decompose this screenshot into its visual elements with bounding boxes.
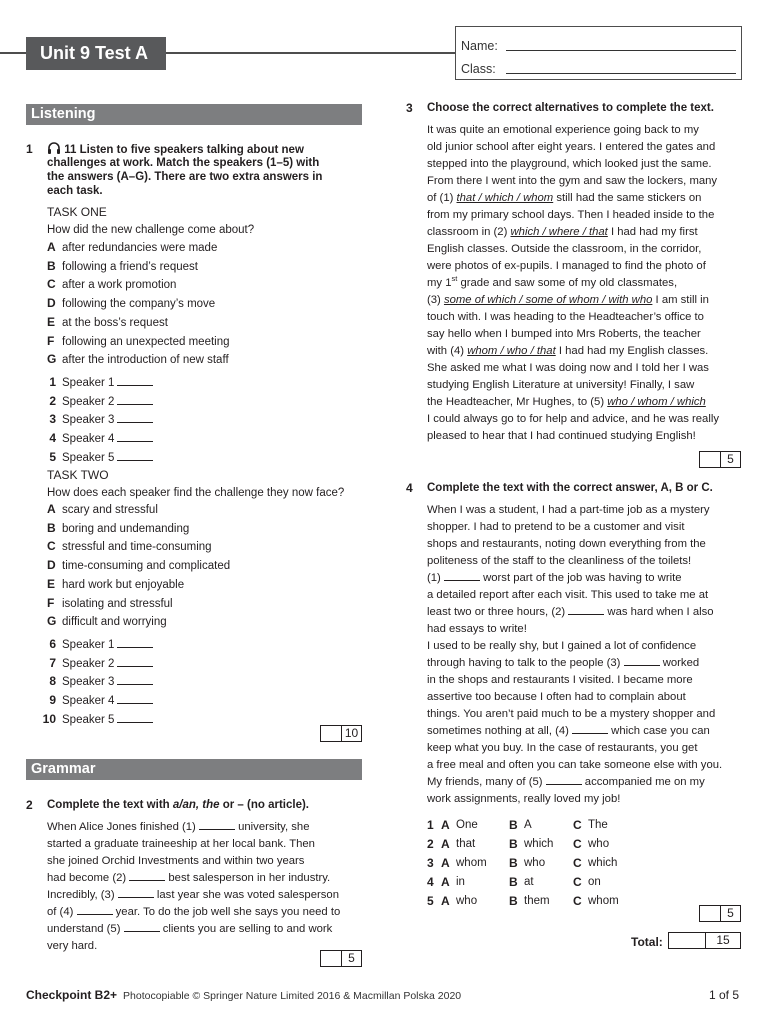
text-line — [427, 604, 722, 621]
speaker-item — [41, 673, 171, 691]
footer-brand: Checkpoint B2+ — [26, 988, 118, 1002]
answer-row — [427, 855, 687, 874]
text-segment: studying English Literature at university! Finally, I saw — [427, 379, 695, 391]
text-segment: best salesperson in her industry. — [165, 872, 331, 884]
text-line — [47, 904, 340, 921]
speaker-label: Speaker 3 — [62, 414, 115, 427]
option-text: at the boss’s request — [62, 316, 168, 329]
option-item — [47, 314, 168, 332]
option-letter-b[interactable]: B — [509, 875, 518, 889]
speaker-label: Speaker 5 — [62, 451, 115, 464]
score-input[interactable] — [321, 951, 342, 966]
speaker-item — [41, 411, 171, 429]
text-line — [427, 360, 719, 377]
text-segment: things. You aren’t paid much to be a mystery shopper and — [427, 708, 716, 720]
option-letter: A — [47, 502, 56, 516]
text-segment: pleased to hear that I had continued studying English! — [427, 430, 696, 442]
question-2-text — [47, 819, 340, 955]
text-segment: It was quite an emotional experience going back to my — [427, 124, 699, 136]
text-segment: work assignments, really loved my job! — [427, 793, 621, 805]
text-segment: still had the same stickers on — [553, 192, 702, 204]
answer-row — [427, 893, 687, 912]
option-letter: G — [47, 352, 57, 367]
text-segment: I had had my first — [607, 226, 698, 238]
total-label: Total: — [631, 935, 663, 949]
option-word-b[interactable]: which — [524, 838, 554, 850]
text-segment: university, she — [234, 821, 310, 833]
text-segment: I had had my English classes. — [555, 345, 709, 357]
speaker-label: Speaker 1 — [62, 377, 115, 389]
text-segment: assertive too because I often had to complain about — [427, 691, 686, 703]
text-segment: year. To do the job well she says you need to — [112, 906, 341, 918]
option-word-b[interactable]: them — [524, 895, 550, 907]
answer-blank[interactable] — [124, 921, 160, 932]
option-text: after redundancies were made — [62, 242, 218, 254]
option-letter-a[interactable]: A — [441, 875, 450, 889]
text-line — [427, 638, 722, 655]
speaker-number: 8 — [49, 674, 56, 689]
text-segment: had essays to write! — [427, 623, 527, 635]
total-score-box[interactable] — [668, 932, 741, 949]
task-one-question: How did the new challenge come about? — [47, 224, 255, 236]
answer-blank[interactable] — [117, 393, 153, 405]
option-letter: D — [47, 296, 56, 311]
text-segment: the Headteacher, Mr Hughes, to (5) — [427, 396, 608, 408]
q3-score-box[interactable] — [699, 451, 741, 468]
score-max: 5 — [727, 452, 734, 466]
speaker-label: Speaker 5 — [62, 713, 115, 726]
answer-blank[interactable] — [572, 723, 608, 734]
text-line — [427, 139, 719, 156]
track-number: 11 — [64, 144, 77, 156]
footer-copyright: Photocopiable © Springer Nature Limited 2016 & Macmillan Polska 2020 — [123, 990, 462, 1002]
speaker-number: 5 — [49, 449, 56, 464]
option-letter: A — [47, 240, 56, 254]
speaker-item — [41, 655, 171, 673]
text-line — [47, 887, 340, 904]
text-segment: of (1) — [427, 192, 457, 204]
text-line — [427, 156, 719, 173]
option-letter-c[interactable]: C — [573, 837, 582, 851]
speaker-label: Speaker 4 — [62, 433, 115, 446]
q4-score-box[interactable] — [699, 905, 741, 922]
task-two-title: TASK TWO — [47, 468, 109, 482]
text-segment: least two or three hours, (2) — [427, 606, 569, 618]
score-max: 10 — [344, 726, 359, 740]
score-max: 5 — [727, 906, 734, 920]
text-segment: (1) — [427, 572, 444, 584]
text-line — [427, 791, 722, 808]
question-1-instruction — [47, 142, 357, 198]
instruction-line: Listen to five speakers talking about new — [79, 144, 304, 156]
answer-row — [427, 874, 687, 893]
answer-blank[interactable] — [117, 449, 153, 461]
option-letter-c[interactable]: C — [573, 856, 582, 870]
text-segment: I used to be really shy, but I gained a lot of confidence — [427, 640, 697, 652]
text-segment: I am still in — [652, 294, 709, 306]
speaker-number: 4 — [49, 431, 56, 446]
option-text: stressful and time-consuming — [62, 541, 212, 554]
text-line — [427, 536, 722, 553]
option-word-a[interactable]: that — [456, 838, 476, 850]
text-line — [427, 394, 719, 411]
option-word-a[interactable]: who — [456, 895, 478, 907]
text-line — [427, 258, 719, 275]
option-letter: F — [47, 595, 55, 610]
text-line — [427, 292, 719, 309]
question-2-instruction — [47, 798, 309, 812]
option-letter: G — [47, 614, 57, 629]
speaker-number: 3 — [49, 412, 56, 427]
text-line — [427, 774, 722, 791]
option-word-c[interactable]: who — [588, 838, 610, 850]
text-segment: she joined Orchid Investments and within two years — [47, 855, 305, 867]
text-line — [427, 519, 722, 536]
text-line — [427, 377, 719, 394]
question-4-instruction: Complete the text with the correct answer, A, B or C. — [427, 482, 713, 494]
option-letter: C — [47, 277, 56, 292]
text-line — [427, 570, 722, 587]
speaker-item — [41, 636, 171, 654]
answer-alternatives[interactable]: that / which / whom — [456, 192, 554, 204]
text-segment: classroom in (2) — [427, 226, 511, 238]
total-max: 15 — [716, 933, 730, 947]
text-line — [427, 723, 722, 740]
option-letter-a[interactable]: A — [441, 837, 450, 851]
text-segment: I could always go to for help and advice, and he was really — [427, 413, 720, 425]
answer-blank[interactable] — [129, 870, 165, 881]
class-label: Class: — [461, 62, 496, 76]
option-word-c[interactable]: The — [588, 819, 608, 831]
text-line — [427, 757, 722, 774]
option-letter-b[interactable]: B — [509, 818, 518, 832]
option-letter-b[interactable]: B — [509, 894, 518, 908]
speaker-item — [41, 692, 171, 710]
option-letter: E — [47, 576, 56, 591]
speaker-label: Speaker 3 — [62, 676, 115, 689]
option-letter: F — [47, 333, 55, 348]
text-line — [47, 870, 340, 887]
option-letter-a[interactable]: A — [441, 894, 450, 908]
text-line — [427, 740, 722, 757]
text-segment: was hard when I also — [604, 606, 714, 618]
option-letter: C — [47, 539, 56, 554]
text-segment: worked — [659, 657, 700, 669]
option-text: difficult and worrying — [62, 616, 167, 629]
text-segment: accompanied me on my — [581, 776, 705, 788]
text-line — [47, 853, 340, 870]
name-class-box — [455, 26, 742, 80]
answer-blank[interactable] — [546, 774, 582, 785]
text-segment: of (4) — [47, 906, 77, 918]
option-text: following a friend’s request — [62, 260, 198, 273]
option-letter-b[interactable]: B — [509, 837, 518, 851]
option-text: after a work promotion — [62, 279, 177, 292]
answer-number: 5 — [427, 894, 434, 908]
answer-blank[interactable] — [117, 655, 153, 667]
text-line — [47, 938, 340, 955]
instruction-text: or – (no article). — [219, 799, 309, 811]
speaker-number: 7 — [49, 655, 56, 670]
answer-blank[interactable] — [117, 430, 153, 442]
instruction-italic: a/an, the — [172, 799, 220, 811]
text-segment: worst part of the job was having to write — [479, 572, 682, 584]
text-segment: When Alice Jones finished (1) — [47, 821, 199, 833]
text-segment: keep what you buy. In the case of restaurants, you get — [427, 742, 698, 754]
text-line — [47, 836, 340, 853]
speaker-number: 2 — [49, 393, 56, 408]
text-segment: with (4) — [427, 345, 468, 357]
unit-title: Unit 9 Test A — [26, 37, 166, 70]
option-item — [47, 613, 167, 631]
question-number-1: 1 — [26, 142, 33, 156]
text-segment: last year she was voted salesperson — [153, 889, 339, 901]
option-text: scary and stressful — [62, 504, 158, 516]
listening-section-title: Listening — [26, 104, 362, 125]
speaker-number: 10 — [42, 711, 56, 726]
answer-blank[interactable] — [117, 711, 153, 723]
instruction-line: challenges at work. Match the speakers (1–5) with — [47, 157, 320, 169]
option-text: following the company’s move — [62, 298, 216, 311]
question-number-2: 2 — [26, 798, 33, 812]
text-segment: shops and restaurants, noting down everything from the — [427, 538, 706, 550]
score-input[interactable] — [700, 452, 721, 467]
text-segment: a free meal and often you can take someone else with you. — [427, 759, 723, 771]
answer-row — [427, 817, 687, 836]
text-segment: from my primary school days. Then I headed inside to the — [427, 209, 715, 221]
option-item — [47, 557, 230, 575]
text-segment: were photos of ex-pupils. I managed to find the photo of — [427, 260, 706, 272]
speaker-item — [41, 430, 171, 448]
answer-row — [427, 836, 687, 855]
answer-number: 1 — [427, 818, 434, 832]
option-letter-c[interactable]: C — [573, 818, 582, 832]
text-line — [427, 207, 719, 224]
text-segment: When I was a student, I had a part-time job as a mystery — [427, 504, 710, 516]
speaker-label: Speaker 1 — [62, 639, 115, 651]
answer-blank[interactable] — [117, 411, 153, 423]
option-text: following an unexpected meeting — [62, 335, 230, 348]
speaker-label: Speaker 2 — [62, 395, 115, 408]
question-3-instruction: Choose the correct alternatives to complete the text. — [427, 102, 714, 114]
text-line — [427, 689, 722, 706]
answer-blank[interactable] — [117, 636, 153, 648]
speaker-item — [41, 711, 171, 729]
answer-blank[interactable] — [117, 374, 153, 386]
text-line — [427, 553, 722, 570]
answer-blank[interactable] — [77, 904, 113, 915]
option-text: isolating and stressful — [62, 597, 173, 610]
text-segment: From there I went into the gym and saw the lockers, many — [427, 175, 718, 187]
text-line — [427, 309, 719, 326]
question-number-4: 4 — [406, 481, 413, 495]
q2-score-box[interactable] — [320, 950, 362, 967]
answer-blank[interactable] — [117, 673, 153, 685]
answer-blank[interactable] — [199, 819, 235, 830]
answer-alternatives[interactable]: which / where / that — [510, 226, 608, 238]
instruction-text: Complete the text with — [47, 799, 173, 811]
page-number: 1 of 5 — [709, 988, 740, 1002]
option-letter: E — [47, 314, 56, 329]
text-line — [427, 224, 719, 241]
option-item — [47, 538, 212, 556]
answer-blank[interactable] — [117, 692, 153, 704]
task-two-question: How does each speaker find the challenge they now face? — [47, 487, 345, 499]
grammar-section-title: Grammar — [26, 759, 362, 780]
option-word-c[interactable]: which — [588, 857, 618, 869]
text-segment: English classes. Outside the classroom, in the corridor, — [427, 243, 702, 255]
option-text: boring and undemanding — [62, 522, 190, 535]
answer-alternatives[interactable]: whom / who / that — [467, 345, 556, 357]
option-text: hard work but enjoyable — [62, 578, 185, 591]
speaker-label: Speaker 4 — [62, 695, 115, 708]
text-segment: politeness of the staff to the cleanliness of the toilets! — [427, 555, 692, 567]
text-line — [427, 672, 722, 689]
text-segment: My friends, many of (5) — [427, 776, 546, 788]
text-segment: grade and saw some of my old classmates, — [457, 277, 678, 289]
text-line — [47, 921, 340, 938]
text-segment: say hello when I bumped into Mrs Roberts, the teacher — [427, 328, 701, 340]
question-3-text — [427, 122, 719, 445]
option-word-c[interactable]: on — [588, 876, 601, 888]
text-line — [427, 706, 722, 723]
answer-blank[interactable] — [568, 604, 604, 615]
text-segment: clients you are selling to and work — [159, 923, 333, 935]
name-label: Name: — [461, 39, 498, 53]
text-segment: in the shops and restaurants I visited. I became more — [427, 674, 693, 686]
option-text: after the introduction of new staff — [62, 354, 229, 367]
text-segment: understand (5) — [47, 923, 124, 935]
option-item — [47, 333, 230, 351]
option-letter: B — [47, 520, 56, 535]
speaker-label: Speaker 2 — [62, 657, 115, 670]
text-segment: my 1 — [427, 277, 452, 289]
option-item — [47, 351, 229, 369]
option-letter: B — [47, 258, 56, 273]
option-text: time-consuming and complicated — [62, 560, 231, 573]
text-segment: old junior school after eight years. I entered the gates and — [427, 141, 716, 153]
option-word-b[interactable]: who — [524, 857, 546, 869]
text-line — [47, 819, 340, 836]
option-item — [47, 276, 176, 294]
option-item — [47, 576, 184, 594]
text-line — [427, 275, 719, 292]
speaker-number: 6 — [49, 637, 56, 651]
speaker-number: 9 — [49, 693, 56, 708]
class-field[interactable] — [506, 73, 736, 74]
text-line — [427, 428, 719, 445]
option-word-b[interactable]: A — [524, 819, 532, 831]
answer-blank[interactable] — [444, 570, 480, 581]
text-segment: stepped into the playground, which looked just the same. — [427, 158, 712, 170]
question-number-3: 3 — [406, 101, 413, 115]
text-line — [427, 502, 722, 519]
speaker-item — [41, 374, 171, 392]
text-line — [427, 173, 719, 190]
listening-score-box[interactable] — [320, 725, 362, 742]
text-segment: had become (2) — [47, 872, 130, 884]
option-word-b[interactable]: at — [524, 876, 534, 888]
text-segment: very hard. — [47, 940, 98, 952]
option-word-a[interactable]: One — [456, 819, 478, 831]
text-segment: touch with. I was heading to the Headteacher’s office to — [427, 311, 704, 323]
text-line — [427, 343, 719, 360]
answer-blank[interactable] — [624, 655, 660, 666]
answer-blank[interactable] — [118, 887, 154, 898]
option-item — [47, 501, 158, 519]
text-segment: a detailed report after each visit. This used to take me at — [427, 589, 709, 601]
answer-alternatives[interactable]: some of which / some of whom / with who — [443, 294, 653, 306]
option-word-a[interactable]: whom — [456, 857, 487, 869]
option-item — [47, 520, 189, 538]
text-line — [427, 122, 719, 139]
text-line — [427, 411, 719, 428]
text-line — [427, 190, 719, 207]
task-one-title: TASK ONE — [47, 205, 107, 219]
speaker-number: 1 — [49, 375, 56, 389]
option-item — [47, 239, 217, 257]
text-line — [427, 241, 719, 258]
text-segment: started a graduate traineeship at her local bank. Then — [47, 838, 315, 850]
score-input[interactable] — [700, 906, 721, 921]
option-letter: D — [47, 558, 56, 573]
answer-number: 3 — [427, 856, 434, 870]
instruction-line: the answers (A–G). There are two extra answers in — [47, 171, 323, 183]
text-line — [427, 587, 722, 604]
answer-number: 2 — [427, 837, 434, 851]
question-4-text — [427, 502, 722, 808]
name-field[interactable] — [506, 50, 736, 51]
option-item — [47, 295, 215, 313]
text-segment: She asked me what I was doing now and I told her I was — [427, 362, 709, 374]
footer — [26, 987, 461, 1005]
option-word-a[interactable]: in — [456, 876, 465, 888]
score-max: 5 — [348, 951, 355, 965]
option-letter-a[interactable]: A — [441, 818, 450, 832]
total-score-input[interactable] — [669, 933, 706, 948]
text-line — [427, 621, 722, 638]
superscript: st — [451, 274, 458, 284]
speaker-item — [41, 449, 171, 467]
text-segment: Incredibly, (3) — [47, 889, 118, 901]
score-input[interactable] — [321, 726, 342, 741]
option-item — [47, 258, 198, 276]
headphones-icon — [47, 142, 61, 154]
answer-alternatives[interactable]: who / whom / which — [607, 396, 706, 408]
text-line — [427, 655, 722, 672]
option-letter-a[interactable]: A — [441, 856, 450, 870]
option-item — [47, 595, 173, 613]
speaker-item — [41, 393, 171, 411]
text-segment: sometimes nothing at all, (4) — [427, 725, 573, 737]
option-letter-b[interactable]: B — [509, 856, 518, 870]
text-segment: which case you can — [608, 725, 710, 737]
option-letter-c[interactable]: C — [573, 875, 582, 889]
instruction-line: each task. — [47, 185, 103, 197]
text-segment: shopper. I had to pretend to be a customer and visit — [427, 521, 685, 533]
option-letter-c[interactable]: C — [573, 894, 582, 908]
text-segment: through having to talk to the people (3) — [427, 657, 624, 669]
text-line — [427, 326, 719, 343]
answer-number: 4 — [427, 875, 434, 889]
text-segment: (3) — [427, 294, 444, 306]
option-word-c[interactable]: whom — [588, 895, 619, 907]
